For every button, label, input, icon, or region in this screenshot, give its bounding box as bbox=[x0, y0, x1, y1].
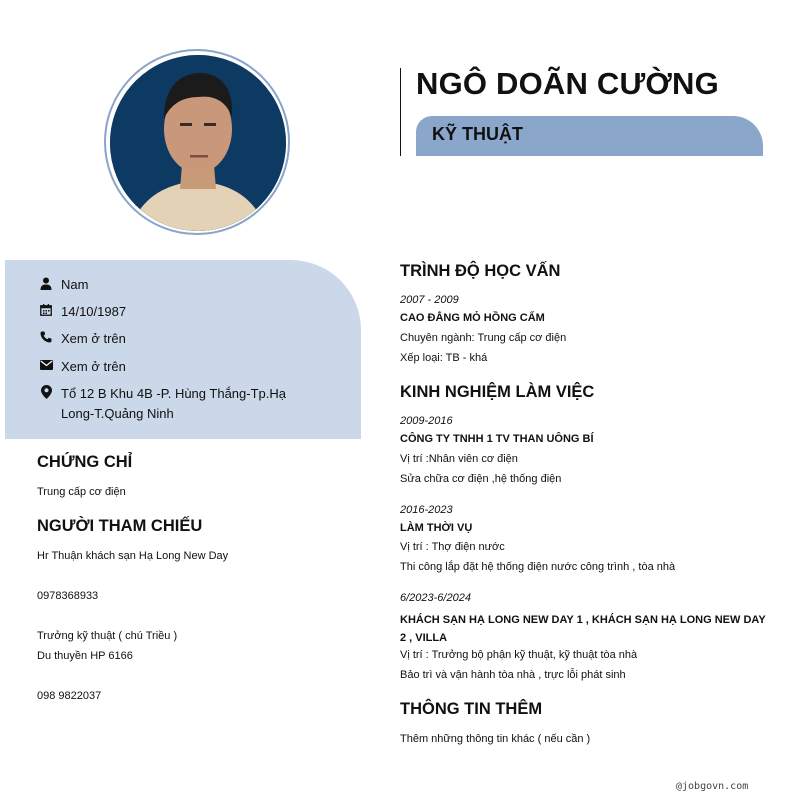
experience-period: 2016-2023 bbox=[400, 504, 453, 516]
experience-description: Bảo trì và vận hành tòa nhà , trực lỗi phát sinh bbox=[400, 669, 626, 681]
experience-period: 6/2023-6/2024 bbox=[400, 592, 471, 604]
name-divider bbox=[400, 68, 401, 156]
person-icon bbox=[37, 275, 55, 291]
reference-line: 0978368933 bbox=[37, 590, 99, 602]
education-period: 2007 - 2009 bbox=[400, 294, 459, 306]
reference-line: 098 9822037 bbox=[37, 690, 102, 702]
experience-company: CÔNG TY TNHH 1 TV THAN UÔNG BÍ bbox=[400, 433, 594, 445]
contact-address bbox=[37, 384, 313, 424]
contact-text: 14/10/1987 bbox=[61, 304, 127, 319]
candidate-name: NGÔ DOÃN CƯỜNG bbox=[416, 66, 719, 101]
watermark: @jobgovn.com bbox=[676, 781, 749, 792]
experience-company: KHÁCH SẠN HẠ LONG NEW DAY 1 , KHÁCH SẠN HẠ LONG NEW DAY 2 , VILLA bbox=[400, 614, 766, 644]
extra-info-heading: THÔNG TIN THÊM bbox=[400, 700, 543, 718]
certificate-item: Trung cấp cơ điện bbox=[37, 486, 126, 498]
experience-description: Thi công lắp đặt hệ thống điện nước công trình , tòa nhà bbox=[400, 561, 676, 573]
contact-gender bbox=[37, 275, 313, 295]
calendar-icon bbox=[37, 302, 55, 318]
experience-heading: KINH NGHIỆM LÀM VIỆC bbox=[400, 383, 595, 401]
contact-email bbox=[37, 357, 313, 377]
references-heading: NGƯỜI THAM CHIẾU bbox=[37, 517, 203, 535]
job-title: KỸ THUẬT bbox=[432, 124, 523, 144]
avatar bbox=[110, 55, 286, 231]
contact-text: Tổ 12 B Khu 4B -P. Hùng Thắng-Tp.Hạ Long-T.Quảng Ninh bbox=[61, 386, 286, 421]
experience-position: Vị trí : Trưởng bộ phận kỹ thuật, kỹ thuật tòa nhà bbox=[400, 649, 638, 661]
experience-position: Vị trí : Thợ điện nước bbox=[400, 541, 505, 553]
reference-line: Du thuyền HP 6166 bbox=[37, 650, 133, 662]
reference-line: Trưởng kỹ thuật ( chú Triều ) bbox=[37, 630, 178, 642]
contact-phone bbox=[37, 329, 313, 349]
contact-text: Nam bbox=[61, 277, 89, 292]
education-heading: TRÌNH ĐỘ HỌC VẤN bbox=[400, 262, 561, 280]
experience-position: Vị trí :Nhân viên cơ điện bbox=[400, 453, 518, 465]
avatar-photo bbox=[110, 55, 286, 231]
education-major: Chuyên ngành: Trung cấp cơ điện bbox=[400, 332, 567, 344]
experience-company: LÀM THỜI VỤ bbox=[400, 522, 473, 534]
extra-info-text: Thêm những thông tin khác ( nếu cần ) bbox=[400, 733, 591, 745]
mail-icon bbox=[37, 357, 55, 373]
contact-text: Xem ở trên bbox=[61, 331, 126, 346]
education-grade: Xếp loại: TB - khá bbox=[400, 352, 488, 364]
reference-line: Hr Thuận khách sạn Hạ Long New Day bbox=[37, 550, 229, 562]
phone-icon bbox=[37, 329, 55, 345]
contact-text: Xem ở trên bbox=[61, 359, 126, 374]
contact-birthdate bbox=[37, 302, 313, 322]
location-pin-icon bbox=[37, 384, 55, 400]
experience-description: Sửa chữa cơ điện ,hệ thống điện bbox=[400, 473, 562, 485]
education-school: CAO ĐẲNG MỎ HỒNG CẨM bbox=[400, 312, 545, 324]
certificates-heading: CHỨNG CHỈ bbox=[37, 453, 133, 471]
experience-period: 2009-2016 bbox=[400, 415, 453, 427]
